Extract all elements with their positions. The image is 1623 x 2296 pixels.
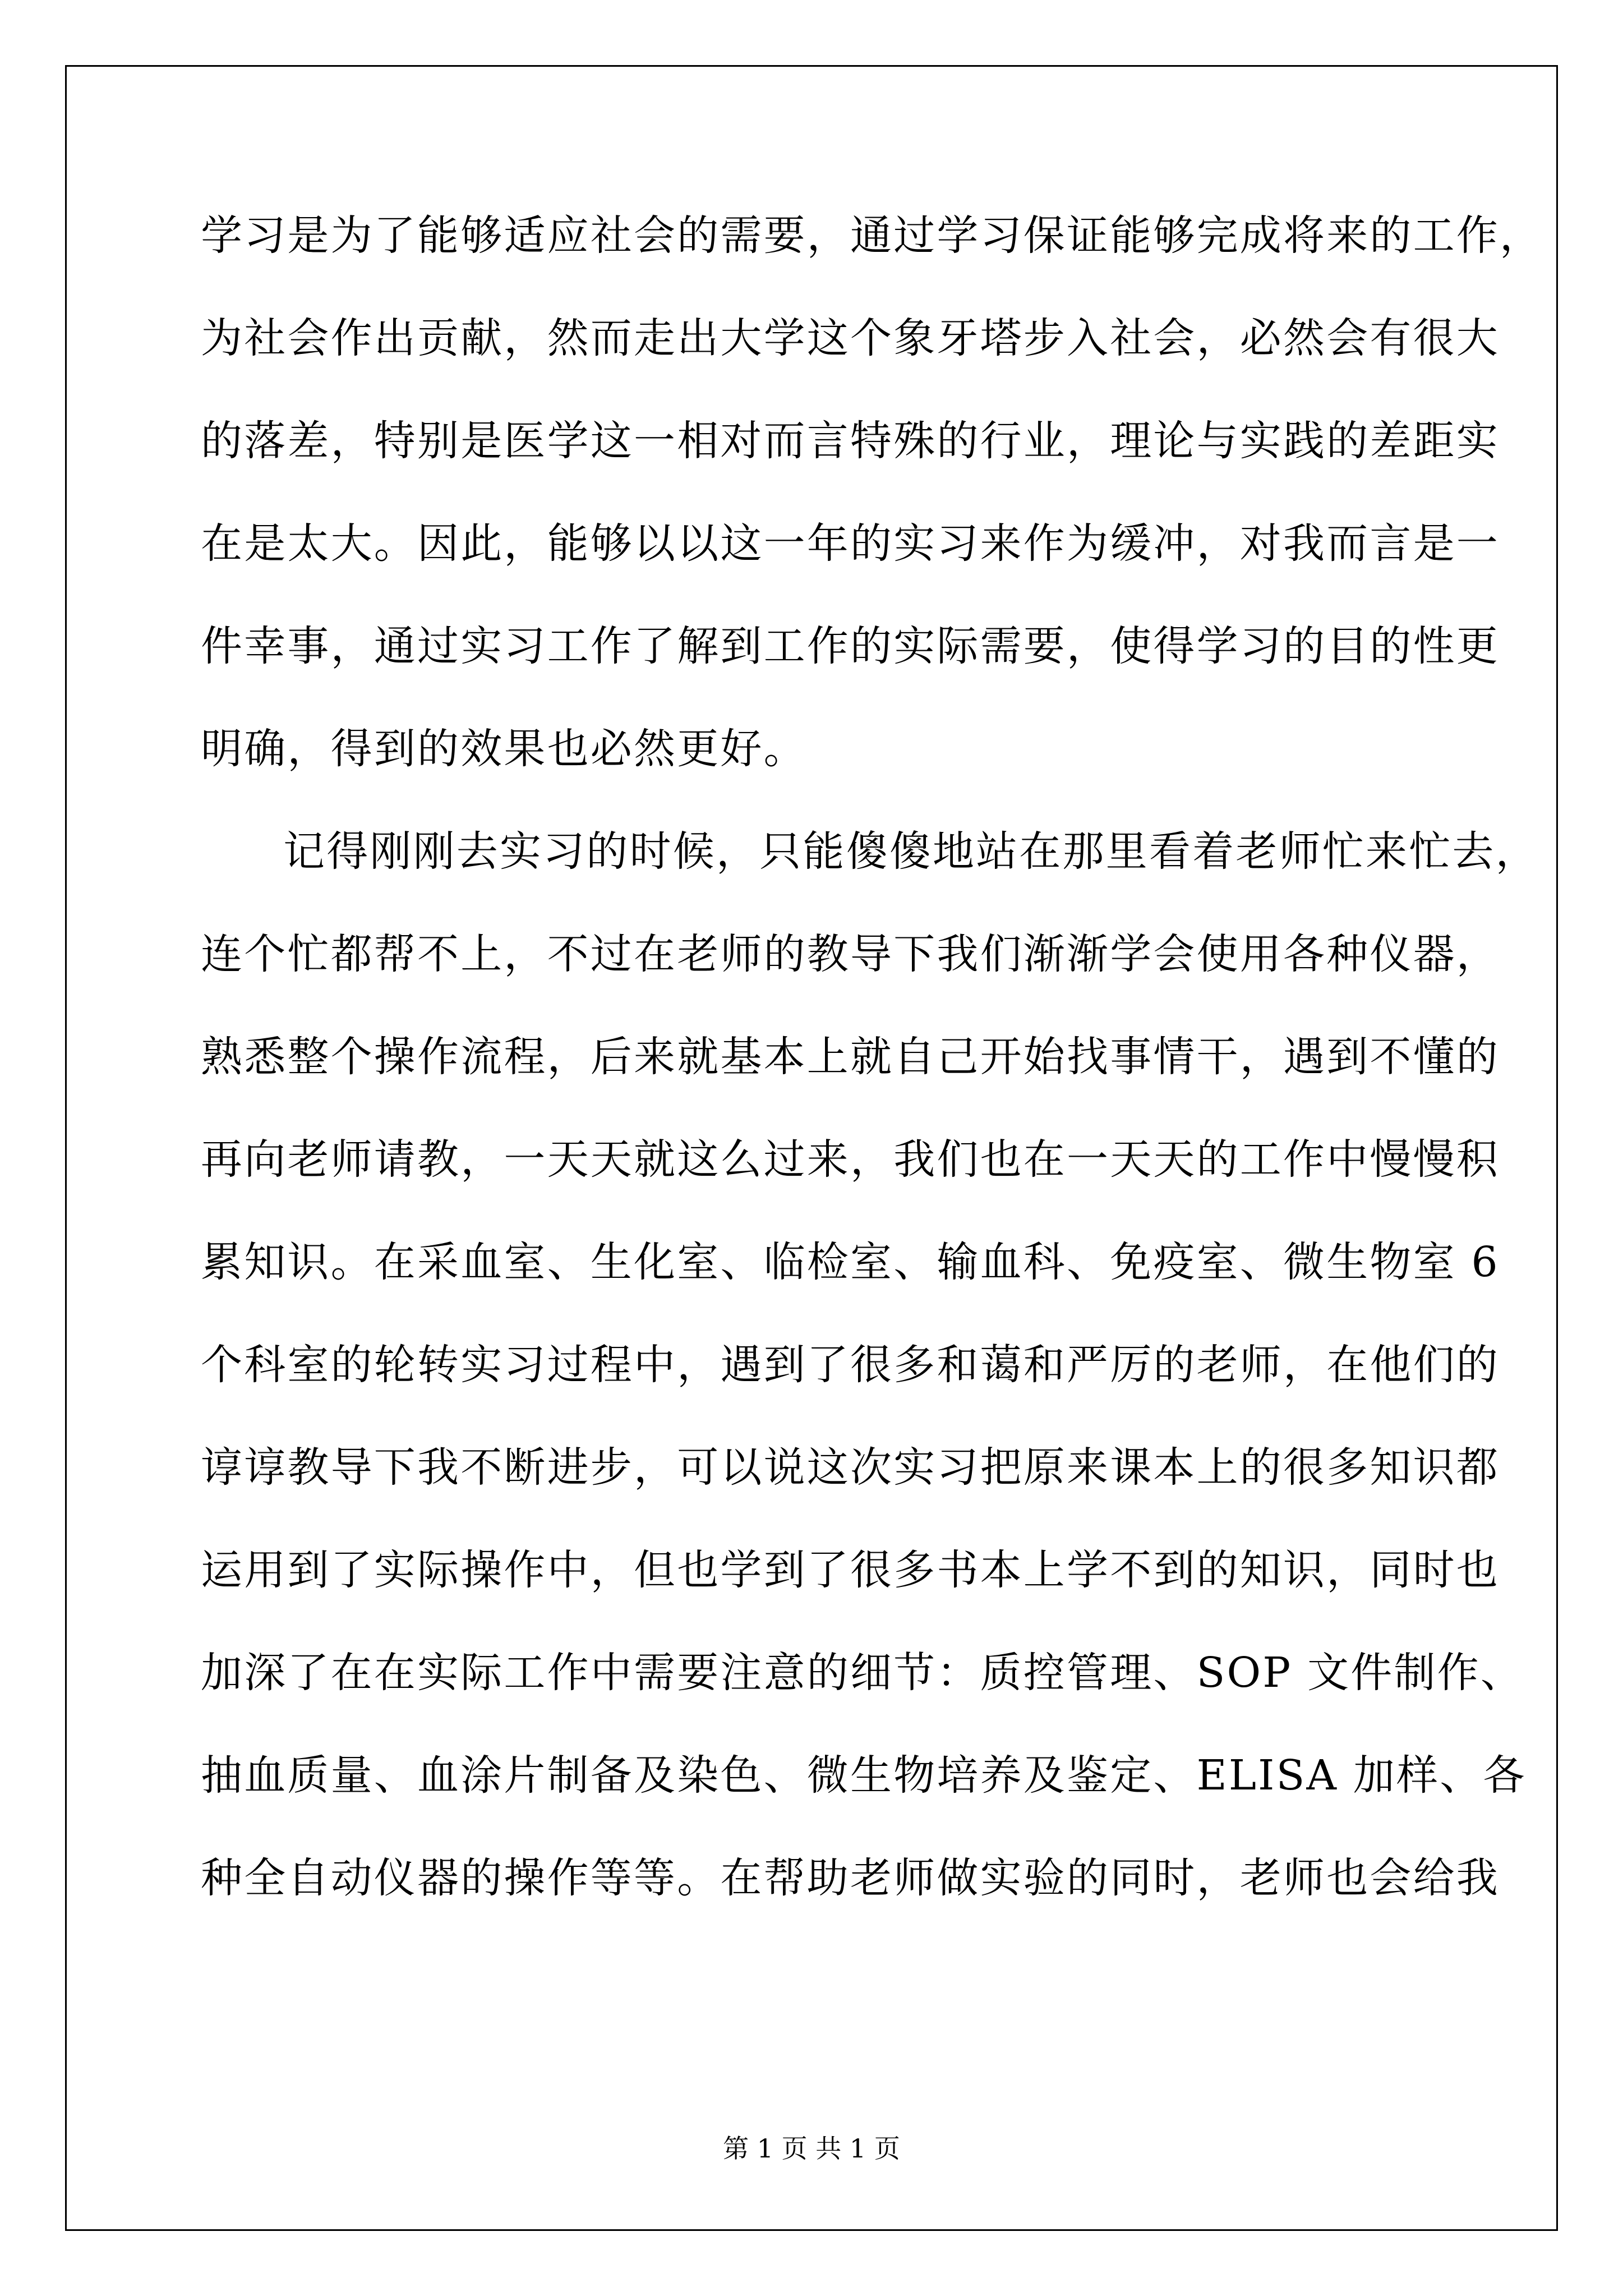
text-line-3: 的落差，特别是医学这一相对而言特殊的行业，理论与实践的差距实 [201,417,1500,465]
page-footer: 第 1 页 共 1 页 [723,2133,900,2164]
text-line-13: 谆谆教导下我不断进步，可以说这次实习把原来课本上的很多知识都 [201,1443,1500,1492]
text-line-5: 件幸事，通过实习工作了解到工作的实际需要，使得学习的目的性更 [201,622,1500,670]
text-line-7: 记得刚刚去实习的时候，只能傻傻地站在那里看着老师忙来忙去， [283,827,1539,876]
text-line-15: 加深了在在实际工作中需要注意的细节：质控管理、SOP 文件制作、 [201,1649,1524,1697]
text-line-17: 种全自动仪器的操作等等。在帮助老师做实验的同时，老师也会给我 [201,1854,1500,1902]
text-line-9: 熟悉整个操作流程，后来就基本上就自己开始找事情干，遇到不懂的 [201,1033,1500,1081]
text-line-16: 抽血质量、血涂片制备及染色、微生物培养及鉴定、ELISA 加样、各 [201,1751,1527,1800]
text-line-10: 再向老师请教，一天天就这么过来，我们也在一天天的工作中慢慢积 [201,1135,1500,1184]
text-line-14: 运用到了实际操作中，但也学到了很多书本上学不到的知识，同时也 [201,1546,1500,1594]
text-line-12: 个科室的轮转实习过程中，遇到了很多和蔼和严厉的老师，在他们的 [201,1341,1500,1389]
text-line-8: 连个忙都帮不上，不过在老师的教导下我们渐渐学会使用各种仪器， [201,930,1500,978]
text-line-2: 为社会作出贡献，然而走出大学这个象牙塔步入社会，必然会有很大 [201,314,1500,362]
text-line-1: 学习是为了能够适应社会的需要，通过学习保证能够完成将来的工作， [201,211,1543,260]
text-line-11: 累知识。在采血室、生化室、临检室、输血科、免疫室、微生物室 6 [201,1238,1500,1286]
text-line-4: 在是太大。因此，能够以以这一年的实习来作为缓冲，对我而言是一 [201,519,1500,568]
text-line-6: 明确，得到的效果也必然更好。 [201,725,807,773]
